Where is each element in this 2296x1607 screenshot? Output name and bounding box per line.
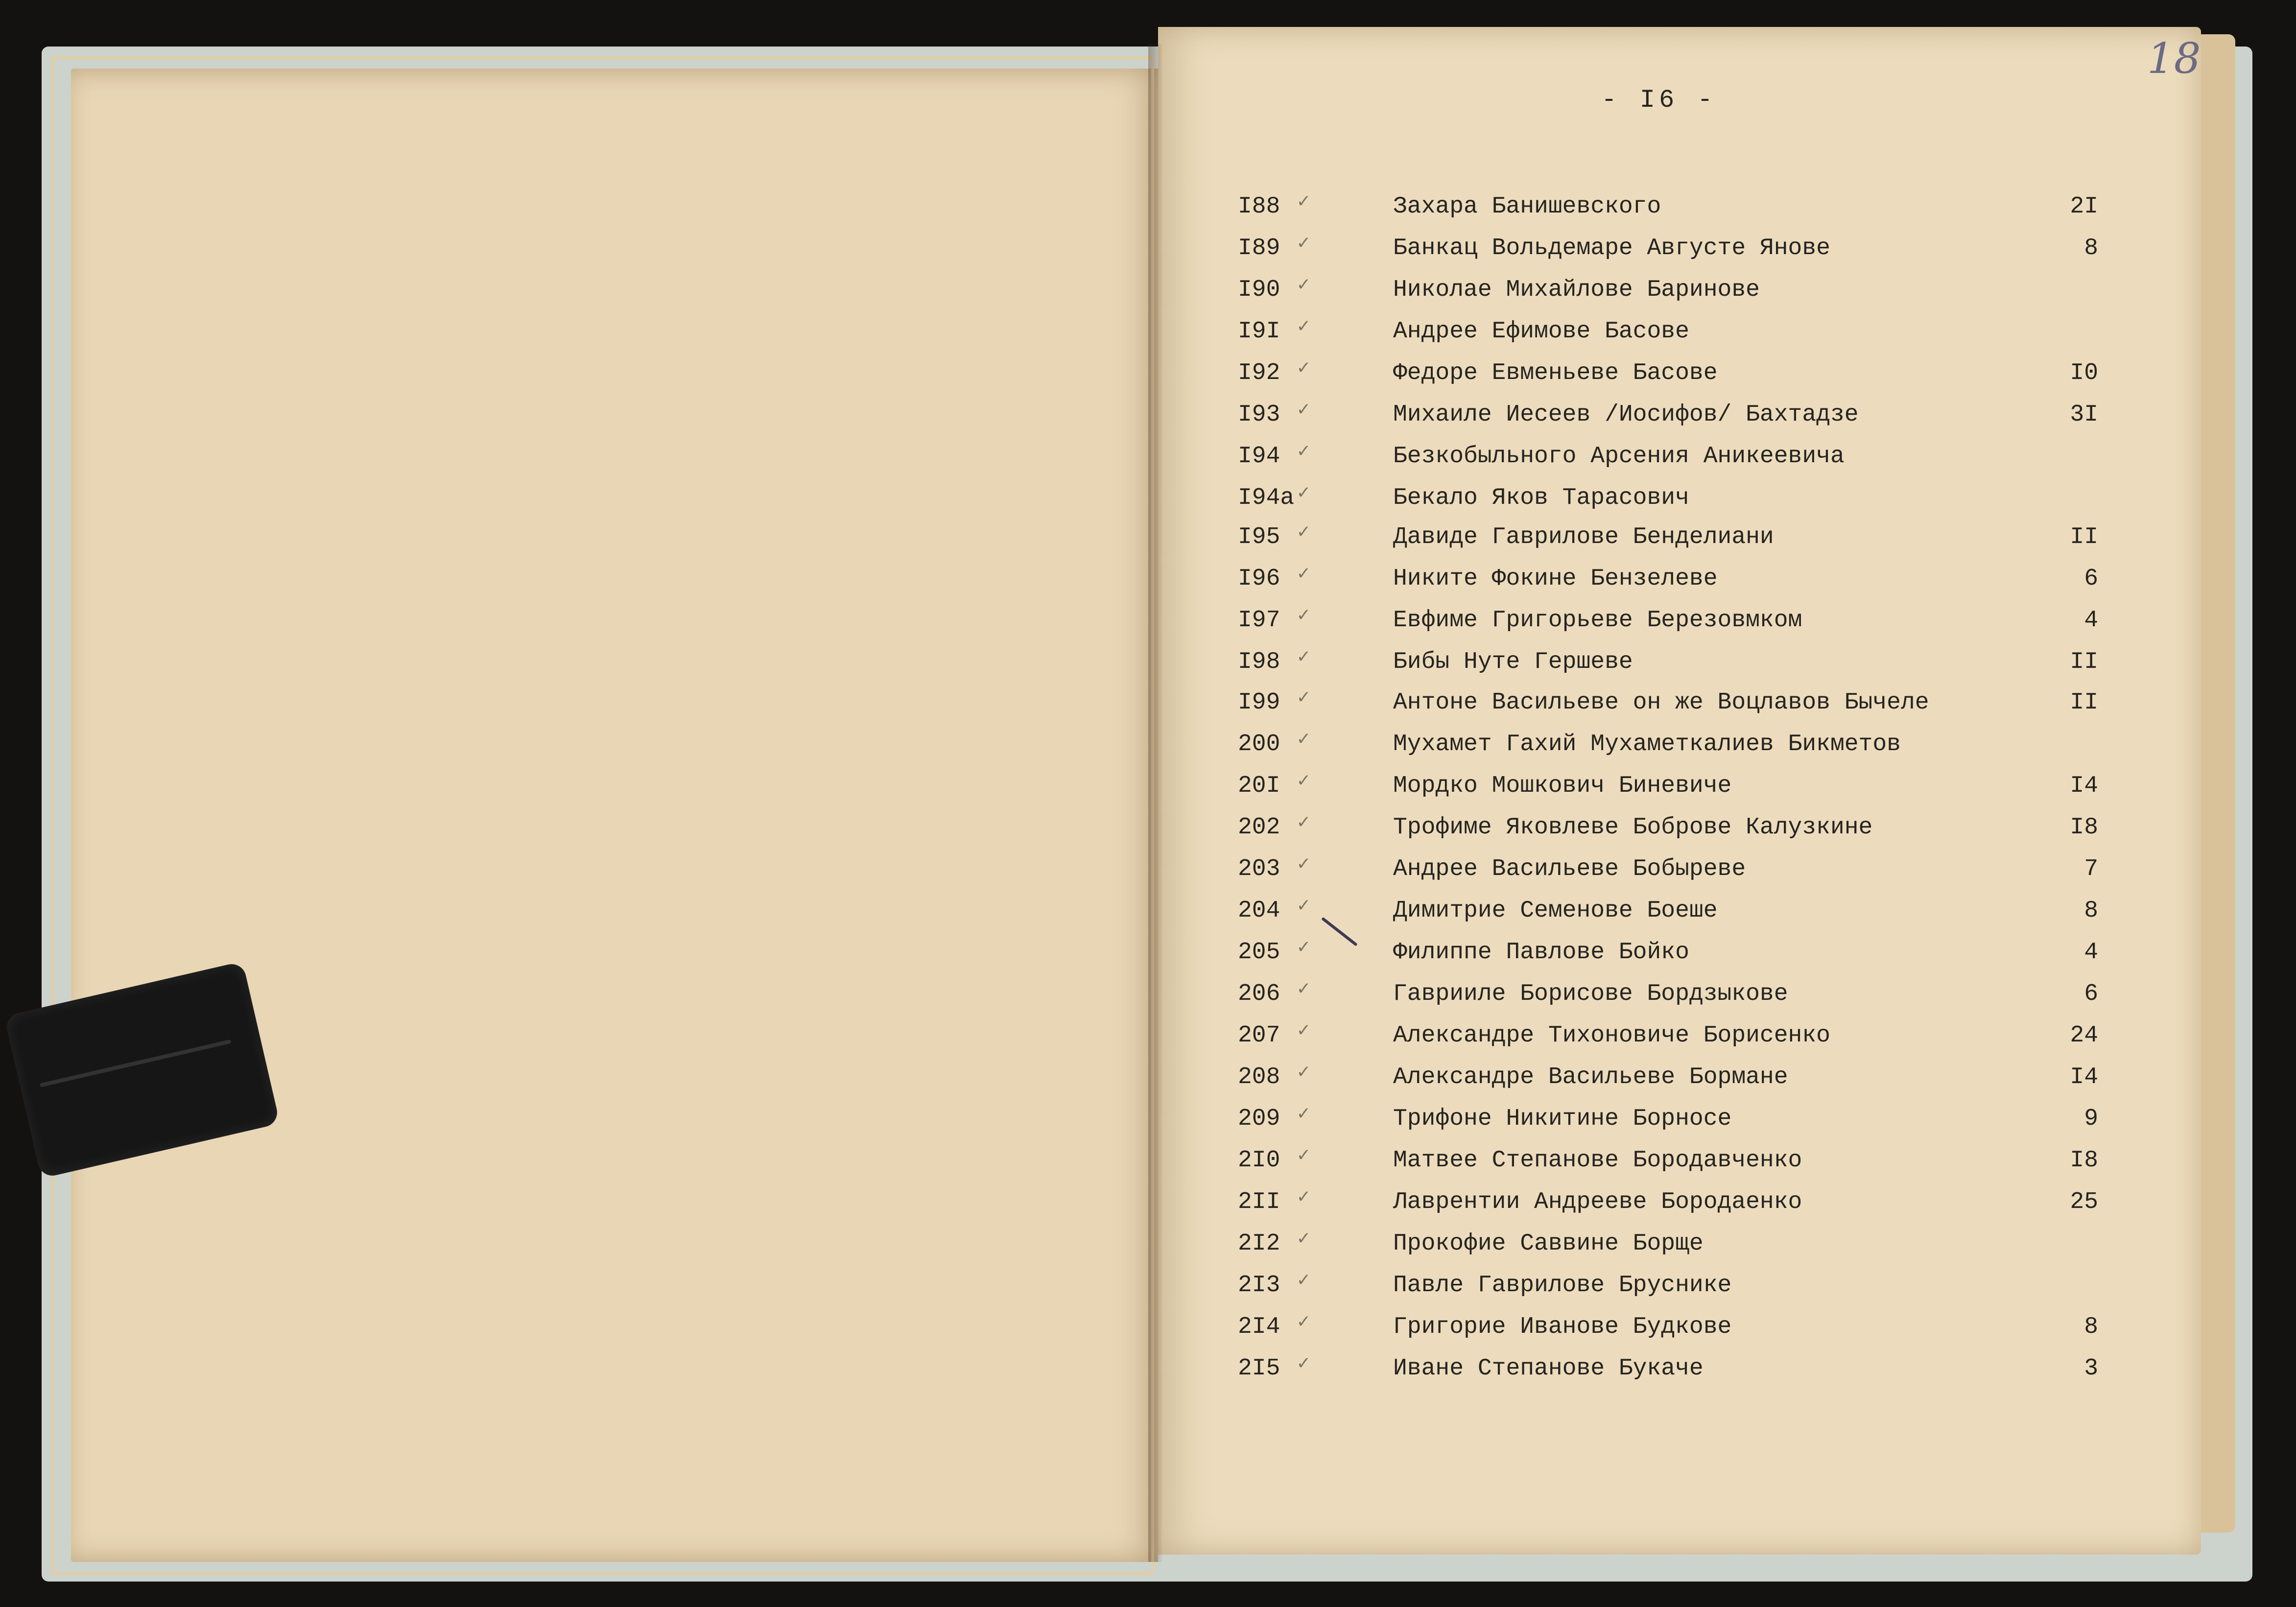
entry-value: 3	[2084, 1355, 2098, 1382]
check-mark-icon: ✓	[1298, 275, 1310, 297]
check-mark-icon: ✓	[1298, 605, 1310, 627]
entry-number: 205	[1238, 939, 1280, 966]
entry-value: 8	[2084, 235, 2098, 261]
entry-number: I99	[1238, 689, 1280, 716]
check-mark-icon: ✓	[1298, 1353, 1310, 1375]
list-item	[0, 649, 2296, 683]
list-item	[0, 1147, 2296, 1182]
check-mark-icon: ✓	[1298, 687, 1310, 709]
entry-number: I9I	[1238, 318, 1280, 345]
list-item	[0, 731, 2296, 765]
entry-name: Михаиле Иесеев /Иосифов/ Бахтадзе	[1393, 402, 1859, 428]
check-mark-icon: ✓	[1298, 812, 1310, 834]
entry-value: 8	[2084, 898, 2098, 924]
entry-name: Банкац Вольдемаре Августе Янове	[1393, 235, 1830, 261]
check-mark-icon: ✓	[1298, 647, 1310, 669]
entry-number: I93	[1238, 402, 1280, 428]
entry-name: Александре Тихоновиче Борисенко	[1393, 1022, 1830, 1049]
list-item	[0, 1064, 2296, 1098]
entry-name: Филиппе Павлове Бойко	[1393, 939, 1689, 966]
entry-value: I4	[2070, 773, 2098, 799]
check-mark-icon: ✓	[1298, 233, 1310, 255]
list-item	[0, 1106, 2296, 1140]
entry-value: II	[2070, 524, 2098, 550]
entry-name: Андрее Васильеве Бобыреве	[1393, 856, 1746, 882]
entry-number: 202	[1238, 814, 1280, 841]
list-item	[0, 1189, 2296, 1223]
entry-name: Димитрие Семенове Боеше	[1393, 898, 1718, 924]
entry-number: 20I	[1238, 773, 1280, 799]
list-item	[0, 898, 2296, 932]
check-mark-icon: ✓	[1298, 1062, 1310, 1084]
entry-number: 2II	[1238, 1189, 1280, 1215]
check-mark-icon: ✓	[1298, 316, 1310, 338]
list-item	[0, 360, 2296, 394]
entry-name: Николае Михайлове Баринове	[1393, 277, 1760, 303]
list-item	[0, 566, 2296, 600]
entry-name: Павле Гаврилове Бруснике	[1393, 1272, 1732, 1299]
entry-number: I90	[1238, 277, 1280, 303]
entry-value: 2I	[2070, 193, 2098, 220]
entry-value: I8	[2070, 814, 2098, 841]
check-mark-icon: ✓	[1298, 400, 1310, 422]
entry-number: 208	[1238, 1064, 1280, 1090]
entry-name: Безкобыльного Арсения Аникеевича	[1393, 443, 1845, 470]
entry-name: Лаврентии Андрееве Бородаенко	[1393, 1189, 1802, 1215]
entry-value: 9	[2084, 1106, 2098, 1132]
entry-name: Бибы Нуте Гершеве	[1393, 649, 1633, 675]
entry-number: 209	[1238, 1106, 1280, 1132]
check-mark-icon: ✓	[1298, 1104, 1310, 1126]
folio-number: 18	[2147, 34, 2201, 83]
entry-number: I94а	[1238, 485, 1295, 511]
entry-value: 3I	[2070, 402, 2098, 428]
check-mark-icon: ✓	[1298, 1312, 1310, 1334]
entry-value: 25	[2070, 1189, 2098, 1215]
entry-name: Федоре Евменьеве Басове	[1393, 360, 1718, 386]
entry-name: Бекало Яков Тарасович	[1393, 485, 1689, 511]
entry-number: I92	[1238, 360, 1280, 386]
entry-value: 4	[2084, 939, 2098, 966]
entry-name: Захара Банишевского	[1393, 193, 1661, 220]
entry-name: Трифоне Никитине Борносе	[1393, 1106, 1732, 1132]
entry-number: 207	[1238, 1022, 1280, 1049]
entry-name: Матвее Степанове Бородавченко	[1393, 1147, 1802, 1174]
list-item	[0, 1355, 2296, 1390]
entry-number: 2I5	[1238, 1355, 1280, 1382]
check-mark-icon: ✓	[1298, 191, 1310, 213]
list-item	[0, 689, 2296, 724]
list-item	[0, 318, 2296, 353]
entry-name: Иване Степанове Букаче	[1393, 1355, 1704, 1382]
entry-name: Гавриилe Борисове Бордзыкове	[1393, 981, 1788, 1007]
list-item	[0, 524, 2296, 558]
check-mark-icon: ✓	[1298, 1145, 1310, 1167]
entry-value: 24	[2070, 1022, 2098, 1049]
entry-value: II	[2070, 689, 2098, 716]
check-mark-icon: ✓	[1298, 564, 1310, 586]
entry-name: Мордко Мошкович Биневиче	[1393, 773, 1732, 799]
list-item	[0, 607, 2296, 641]
entry-name: Андрее Ефимове Басове	[1393, 318, 1689, 345]
entry-number: I97	[1238, 607, 1280, 634]
list-item	[0, 856, 2296, 890]
entry-number: 2I2	[1238, 1230, 1280, 1257]
check-mark-icon: ✓	[1298, 771, 1310, 793]
entry-value: II	[2070, 649, 2098, 675]
list-item	[0, 814, 2296, 849]
entry-value: 6	[2084, 566, 2098, 592]
entry-number: 200	[1238, 731, 1280, 757]
entry-name: Никите Фокине Бензелеве	[1393, 566, 1718, 592]
entry-number: 204	[1238, 898, 1280, 924]
page-number: - I6 -	[1601, 86, 1717, 115]
entry-name: Прокофие Саввине Борще	[1393, 1230, 1704, 1257]
entry-value: 4	[2084, 607, 2098, 634]
entry-name: Мухамет Гахий Мухаметкалиев Бикметов	[1393, 731, 1901, 757]
check-mark-icon: ✓	[1298, 729, 1310, 751]
list-item	[0, 235, 2296, 269]
entry-value: I8	[2070, 1147, 2098, 1174]
entry-name: Александре Васильеве Бормане	[1393, 1064, 1788, 1090]
entry-name: Давиде Гаврилове Бенделиани	[1393, 524, 1774, 550]
check-mark-icon: ✓	[1298, 1270, 1310, 1292]
check-mark-icon: ✓	[1298, 483, 1310, 505]
entry-number: I89	[1238, 235, 1280, 261]
entry-number: I98	[1238, 649, 1280, 675]
check-mark-icon: ✓	[1298, 1187, 1310, 1209]
list-item	[0, 981, 2296, 1015]
check-mark-icon: ✓	[1298, 358, 1310, 380]
check-mark-icon: ✓	[1298, 896, 1310, 918]
list-item	[0, 193, 2296, 228]
entry-number: 206	[1238, 981, 1280, 1007]
check-mark-icon: ✓	[1298, 937, 1310, 959]
entry-number: I88	[1238, 193, 1280, 220]
list-item	[0, 773, 2296, 807]
entry-number: 2I0	[1238, 1147, 1280, 1174]
list-item	[0, 1022, 2296, 1057]
list-item	[0, 1314, 2296, 1348]
list-item	[0, 939, 2296, 973]
list-item	[0, 485, 2296, 519]
list-item	[0, 443, 2296, 477]
entry-value: 6	[2084, 981, 2098, 1007]
entry-number: 2I3	[1238, 1272, 1280, 1299]
entry-name: Евфиме Григорьеве Березовмком	[1393, 607, 1802, 634]
list-item	[0, 1230, 2296, 1265]
entry-name: Григорие Иванове Будкове	[1393, 1314, 1732, 1340]
check-mark-icon: ✓	[1298, 979, 1310, 1001]
entry-number: I95	[1238, 524, 1280, 550]
entry-value: 7	[2084, 856, 2098, 882]
entry-name: Антоне Васильеве он же Воцлавов Бычеле	[1393, 689, 1929, 716]
check-mark-icon: ✓	[1298, 1020, 1310, 1042]
entry-number: I96	[1238, 566, 1280, 592]
check-mark-icon: ✓	[1298, 1229, 1310, 1251]
entry-number: I94	[1238, 443, 1280, 470]
entry-name: Трофиме Яковлеве Боброве Калузкине	[1393, 814, 1873, 841]
entry-value: 8	[2084, 1314, 2098, 1340]
list-item	[0, 277, 2296, 311]
list-item	[0, 402, 2296, 436]
entry-number: 2I4	[1238, 1314, 1280, 1340]
list-item	[0, 1272, 2296, 1306]
check-mark-icon: ✓	[1298, 854, 1310, 876]
entry-value: I4	[2070, 1064, 2098, 1090]
check-mark-icon: ✓	[1298, 441, 1310, 463]
entry-value: I0	[2070, 360, 2098, 386]
check-mark-icon: ✓	[1298, 522, 1310, 544]
entry-number: 203	[1238, 856, 1280, 882]
